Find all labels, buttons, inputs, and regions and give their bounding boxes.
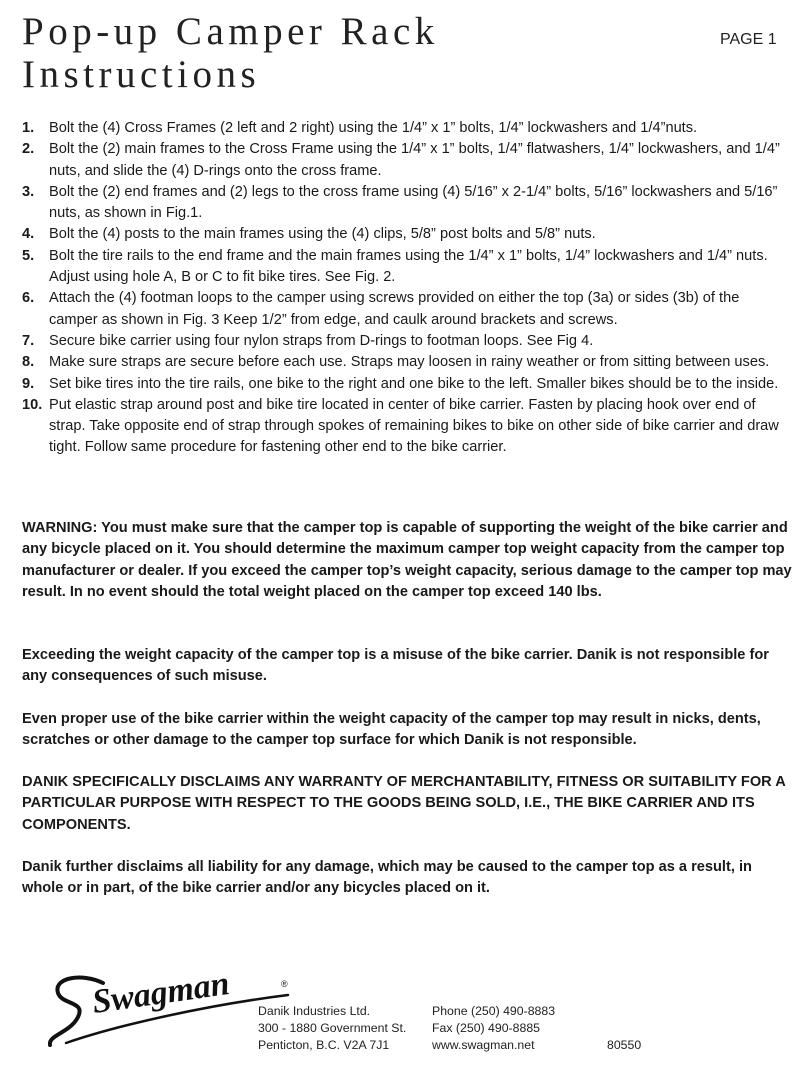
step-item [22,139,787,182]
step-number: 3. [22,183,35,200]
company-address [258,1003,406,1054]
step-number: 1. [22,120,35,136]
step-number: 4. [22,226,35,243]
city-address: Penticton, B.C. V2A 7J1 [258,1038,390,1052]
step-text: Make sure straps are secure before each use. Straps may loosen in rainy weather or from sitting between uses. [49,354,770,371]
step-number: 7. [22,332,35,349]
company-name: Danik Industries Ltd. [258,1004,371,1018]
step-text: Set bike tires into the tire rails, one bike to the right and one bike to the left. Smaller bikes should be to the inside. [49,375,779,392]
step-text: Bolt the (4) posts to the main frames using the (4) clips, 5/8” post bolts and 5/8” nuts. [49,226,596,243]
title-line-2: Instructions [22,53,261,96]
step-item [22,182,787,225]
liability-disclaimer: Danik further disclaims all liability for any damage, which may be caused to the camper top as a result, in whole or in part, of the bike carrier and/or any bicycles placed on it. [22,859,752,897]
document-title [22,10,439,96]
damage-paragraph: Even proper use of the bike carrier within the weight capacity of the camper top may result in nicks, dents, scratches or other damage to the camper top surface for which Danik is not responsible. [22,711,761,749]
step-number: 5. [22,247,35,264]
company-contact [432,1003,555,1054]
step-number: 8. [22,354,35,371]
step-item [22,224,787,245]
logo-text: Swagman [89,965,232,1021]
step-item [22,352,787,373]
step-text: Bolt the (2) end frames and (2) legs to the cross frame using (4) 5/16” x 2-1/4” bolts, 5/16” lockwashers and 5/16” nuts, as shown in Fig.1. [49,183,778,222]
step-item [22,395,787,459]
step-item [22,246,787,289]
step-number: 2. [22,141,35,158]
registered-mark: ® [281,979,288,989]
step-number: 6. [22,290,35,307]
part-number: 80550 [607,1038,642,1052]
title-line-1: Pop-up Camper Rack [22,10,439,53]
misuse-paragraph: Exceeding the weight capacity of the camper top is a misuse of the bike carrier. Danik is not responsible for any consequences of such misuse. [22,647,769,685]
warranty-disclaimer: DANIK SPECIFICALLY DISCLAIMS ANY WARRANTY OF MERCHANTABILITY, FITNESS OR SUITABILITY FOR A PARTICULAR PURPOSE WITH RESPECT TO THE GOODS BEING SOLD, I.E., THE BIKE CARRIER AND ITS COMPONENTS. [22,774,786,833]
warning-paragraph: WARNING: You must make sure that the camper top is capable of supporting the weight of the bike carrier and any bicycle placed on it. You should determine the maximum camper top weight capacity from the camper top manufacturer or dealer. If you exceed the camper top’s weight capacity, serious damage to the camper top may result. In no event should the total weight placed on the camper top exceed 140 lbs. [22,520,792,600]
step-item [22,331,787,352]
step-item [22,118,787,139]
step-number: 10. [22,396,43,413]
website-link[interactable]: www.swagman.net [432,1038,535,1052]
step-text: Bolt the (2) main frames to the Cross Frame using the 1/4” x 1” bolts, 1/4” flatwashers, 1/4” lockwashers, and 1/4” nuts, and slide the (4) D-rings onto the cross frame. [49,141,780,179]
fax-number: Fax (250) 490-8885 [432,1021,541,1035]
step-text: Put elastic strap around post and bike tire located in center of bike carrier. Fasten by placing hook over end of strap. Take opposite end of strap through spokes of remaining bikes to bike on other side of bike carrier and draw tight. Follow same procedure for fastening other end to the bike carrier. [49,396,779,456]
step-item [22,288,787,331]
instruction-steps [22,118,787,459]
step-text: Bolt the tire rails to the end frame and the main frames using the 1/4” x 1” bolts, 1/4” lockwashers and 1/4” nuts. Adjust using hole A, B or C to fit bike tires. See Fig. 2. [49,247,768,286]
step-item [22,374,787,395]
phone-number: Phone (250) 490-8883 [432,1004,556,1018]
street-address: 300 - 1880 Government St. [258,1021,407,1035]
step-text: Attach the (4) footman loops to the camper using screws provided on either the top (3a) or sides (3b) of the camper as shown in Fig. 3 Keep 1/2” from edge, and caulk around brackets and screws. [49,290,740,328]
page-number: PAGE 1 [720,31,777,48]
step-number: 9. [22,375,35,392]
step-text: Secure bike carrier using four nylon straps from D-rings to footman loops. See Fig 4. [49,332,594,349]
step-text: Bolt the (4) Cross Frames (2 left and 2 right) using the 1/4” x 1” bolts, 1/4” lockwashers and 1/4”nuts. [49,120,698,136]
